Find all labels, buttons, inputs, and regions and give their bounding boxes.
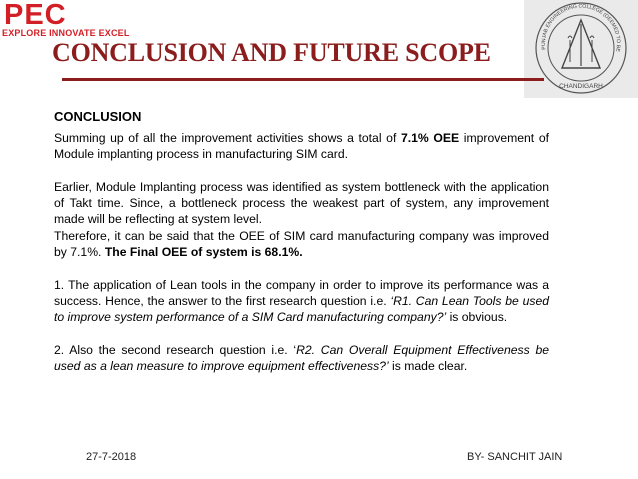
paragraph-research-question-2: 2. Also the second research question i.e. ‘R2. Can Overall Equipment Effectiveness be used as a lean measure to improve equipment effectiveness?’ is made clear. [54,342,549,374]
logo-wordmark: PEC [4,0,67,31]
college-seal [524,0,638,98]
conclusion-body [54,130,549,374]
paragraph-bottleneck: Earlier, Module Implanting process was identified as system bottleneck with the application of Takt time. Since, a bottleneck process the weakest part of system, any improvement made will be reflecting at system level. [54,179,549,227]
footer-author: BY- SANCHIT JAIN [467,451,563,463]
paragraph-final-oee: Therefore, it can be said that the OEE of SIM card manufacturing company was improved by 7.1%. The Final OEE of system is 68.1%. [54,228,549,260]
title-underline [62,78,544,81]
footer-date: 27-7-2018 [86,451,137,463]
seal-ring-text: PUNJAB ENGINEERING COLLEGE (DEEMED TO BE [540,3,622,53]
slide-title: CONCLUSION AND FUTURE SCOPE [52,38,491,67]
paragraph-oee-summary: Summing up of all the improvement activities shows a total of 7.1% OEE improvement of Module implanting process in manufacturing SIM card. [54,131,549,162]
logo-tagline: EXPLORE INNOVATE EXCEL [2,28,130,38]
paragraph-research-question-1: 1. The application of Lean tools in the company in order to improve its performance was a success. Hence, the answer to the first research question i.e. ‘R1. Can Lean Tools be used to improve system performance of a SIM Card manufacturing company?’ is obvious. [54,277,549,325]
seal-city-text: CHANDIGARH [559,83,603,90]
seal-emblem-icon [524,0,638,98]
section-heading: CONCLUSION [54,109,142,124]
